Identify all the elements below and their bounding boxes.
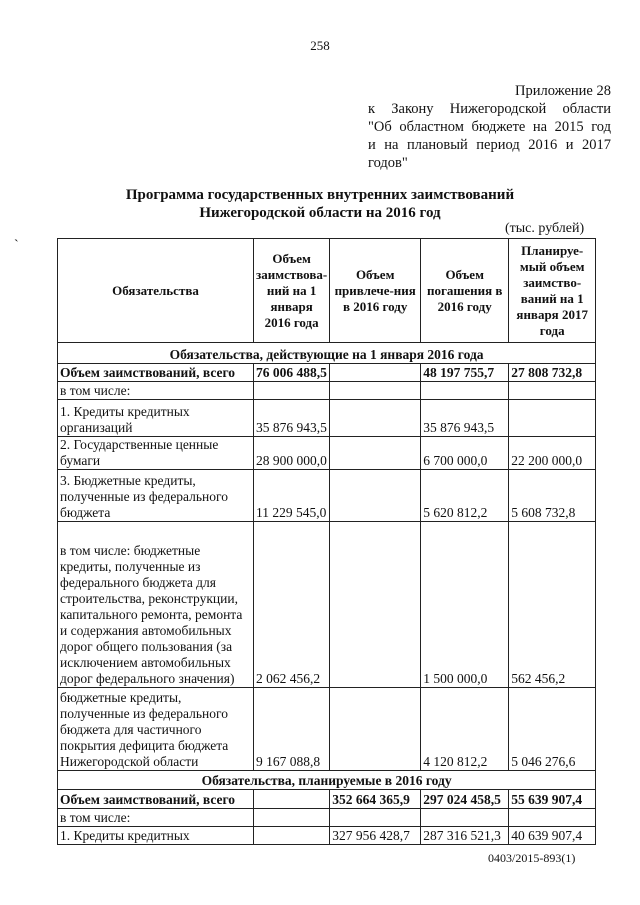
appendix-line: "Об областном бюджете на 2015 год	[368, 119, 611, 135]
cell-value	[330, 437, 421, 470]
cell-value: 4 120 812,2	[421, 688, 509, 771]
row-label: в том числе:	[58, 382, 254, 400]
cell-value	[330, 809, 421, 827]
cell-value: 5 046 276,6	[509, 688, 596, 771]
appendix-reference	[368, 82, 611, 172]
cell-value	[330, 470, 421, 522]
cell-value	[509, 809, 596, 827]
row-label: Объем заимствований, всего	[58, 364, 254, 382]
cell-value: 55 639 907,4	[509, 790, 596, 809]
document-code: 0403/2015-893(1)	[488, 851, 576, 865]
cell-value	[330, 382, 421, 400]
row-label: Объем заимствований, всего	[58, 790, 254, 809]
row-label: 2. Государственные ценные бумаги	[58, 437, 254, 470]
cell-value: 1 500 000,0	[421, 522, 509, 688]
cell-value: 352 664 365,9	[330, 790, 421, 809]
cell-value	[254, 790, 330, 809]
row-label: в том числе:	[58, 809, 254, 827]
appendix-line: Приложение 28	[515, 83, 611, 99]
cell-value: 562 456,2	[509, 522, 596, 688]
cell-value: 2 062 456,2	[254, 522, 330, 688]
document-title	[0, 186, 640, 222]
cell-value	[330, 522, 421, 688]
cell-value: 40 639 907,4	[509, 827, 596, 845]
borrowing-program-table	[57, 238, 596, 845]
section-heading: Обязательства, планируемые в 2016 году	[58, 771, 596, 790]
cell-value: 48 197 755,7	[421, 364, 509, 382]
cell-value: 5 608 732,8	[509, 470, 596, 522]
cell-value: 297 024 458,5	[421, 790, 509, 809]
cell-value: 76 006 488,5	[254, 364, 330, 382]
row-label: 1. Кредиты кредитных организаций	[58, 400, 254, 437]
stray-mark: `	[14, 238, 19, 253]
appendix-line: годов"	[368, 155, 408, 171]
header-debt-jan-2017: Планируе-мый объем заимство-ваний на 1 января 2017 года	[509, 239, 596, 343]
cell-value	[509, 382, 596, 400]
cell-value: 11 229 545,0	[254, 470, 330, 522]
row-label: 1. Кредиты кредитных	[58, 827, 254, 845]
row-label: в том числе: бюджетные кредиты, полученные из федерального бюджета для строительства, реконструкции, капитального ремонта, ремонта и содержания автомобильных дорог общего пользования (за исключением автомобильных дорог федерального значения)	[58, 522, 254, 688]
cell-value: 27 808 732,8	[509, 364, 596, 382]
row-label: 3. Бюджетные кредиты, полученные из федерального бюджета	[58, 470, 254, 522]
cell-value: 35 876 943,5	[254, 400, 330, 437]
cell-value	[254, 809, 330, 827]
cell-value: 287 316 521,3	[421, 827, 509, 845]
cell-value: 28 900 000,0	[254, 437, 330, 470]
cell-value: 9 167 088,8	[254, 688, 330, 771]
header-obligations: Обязательства	[58, 239, 254, 343]
cell-value	[254, 382, 330, 400]
cell-value: 5 620 812,2	[421, 470, 509, 522]
cell-value	[330, 400, 421, 437]
title-line: Программа государственных внутренних заимствований	[125, 187, 515, 203]
cell-value	[330, 364, 421, 382]
header-raised-2016: Объем привлече-ния в 2016 году	[330, 239, 421, 343]
page-number: 258	[310, 38, 330, 53]
cell-value	[421, 382, 509, 400]
cell-value	[330, 688, 421, 771]
cell-value: 327 956 428,7	[330, 827, 421, 845]
cell-value	[254, 827, 330, 845]
cell-value	[421, 809, 509, 827]
title-line: Нижегородской области на 2016 год	[199, 205, 441, 221]
appendix-line: и на плановый период 2016 и 2017	[368, 137, 611, 153]
units-note: (тыс. рублей)	[505, 221, 585, 236]
cell-value: 35 876 943,5	[421, 400, 509, 437]
section-heading: Обязательства, действующие на 1 января 2016 года	[58, 343, 596, 364]
cell-value	[509, 400, 596, 437]
row-label: бюджетные кредиты, полученные из федерального бюджета для частичного покрытия дефицита бюджета Нижегородской области	[58, 688, 254, 771]
appendix-line: к Закону Нижегородской области	[368, 101, 611, 117]
cell-value: 22 200 000,0	[509, 437, 596, 470]
header-repaid-2016: Объем погашения в 2016 году	[421, 239, 509, 343]
header-debt-jan-2016: Объем заимствова-ний на 1 января 2016 года	[254, 239, 330, 343]
cell-value: 6 700 000,0	[421, 437, 509, 470]
